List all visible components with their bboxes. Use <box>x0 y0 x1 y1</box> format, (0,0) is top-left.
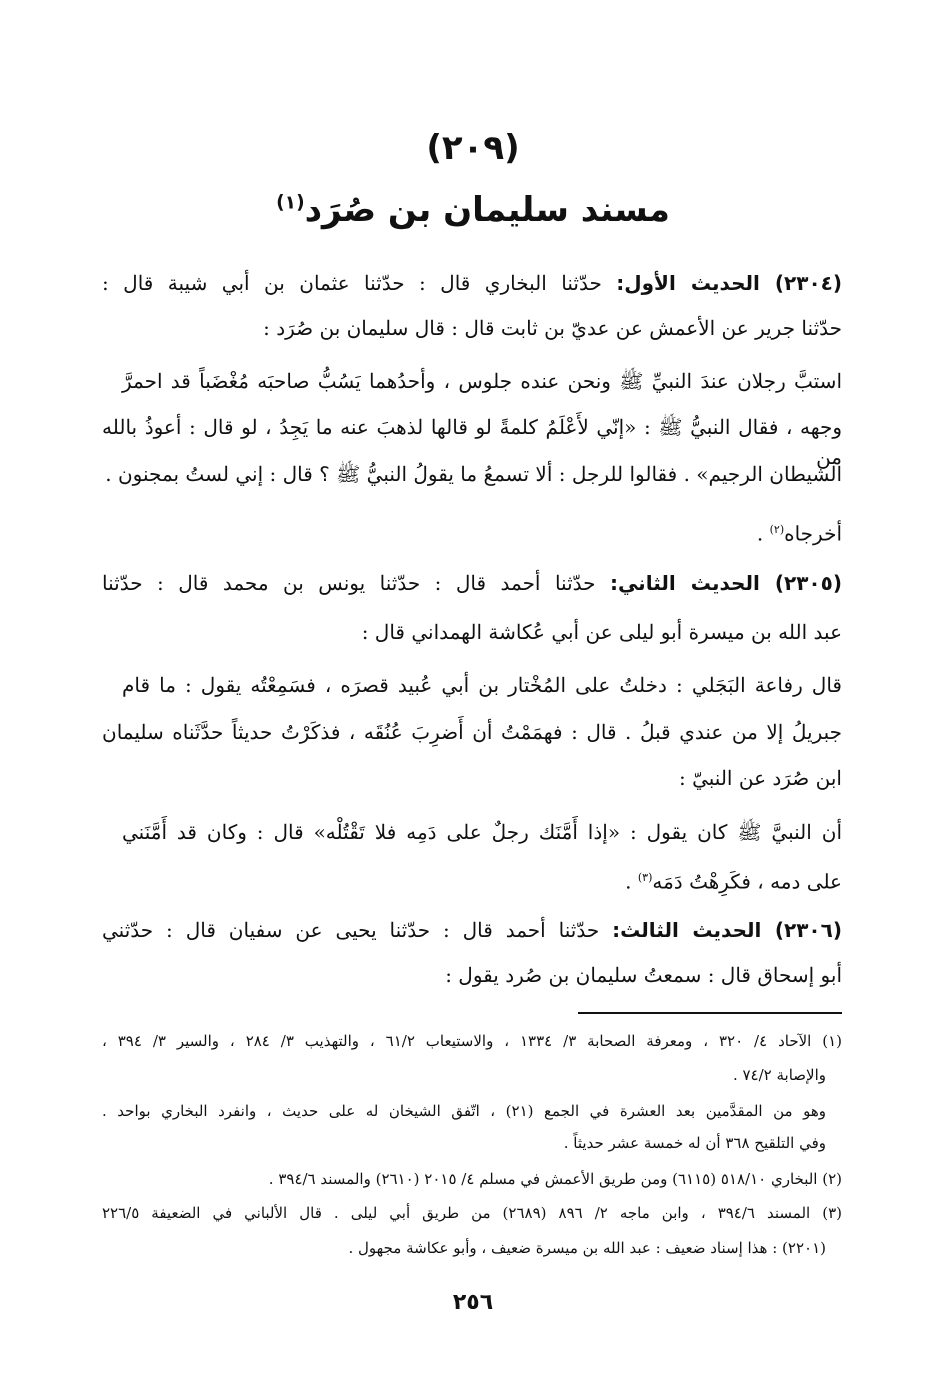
footnote-3-line-1: (٣) المسند ٣٩٤/٦ ، وابن ماجه ٢/ ٨٩٦ (٢٦٨٩) من طريق أبي ليلى . قال الألباني في الضعيفة ٢٢٦/٥ <box>102 1204 842 1222</box>
hadith-3-isnad-line-2: أبو إسحاق قال : سمعتُ سليمان بن صُرد يقول : <box>445 963 842 987</box>
footnote-1-line-1: (١) الآحاد ٤/ ٣٢٠ ، ومعرفة الصحابة ٣/ ١٣٣٤ ، والاستيعاب ٦١/٢ ، والتهذيب ٣/ ٢٨٤ ، والسير ٣/ ٣٩٤ ، <box>102 1032 842 1050</box>
footnote-divider <box>578 1012 842 1014</box>
hadith-2-label: (٢٣٠٥) الحديث الثاني: <box>609 571 842 595</box>
hadith-2-isnad-text-1: حدّثنا أحمد قال : حدّثنا يونس بن محمد قال : حدّثنا <box>102 571 610 595</box>
hadith-1-label: (٢٣٠٤) الحديث الأول: <box>616 271 843 295</box>
matn-line-5-end: . <box>625 869 638 894</box>
footnote-ref-2: (٢) <box>769 523 785 536</box>
takhrij-text: أخرجاه <box>784 521 842 546</box>
hadith-1-matn-line-1: استبَّ رجلان عندَ النبيِّ ﷺ ونحن عنده جلوس ، وأحدُهما يَسُبُّ صاحبَه مُغْضَباً قد احمرَّ <box>122 369 842 393</box>
footnote-1-line-3: وهو من المقدَّمين بعد العشرة في الجمع (٢١) ، اتّفق الشيخان له على حديث ، وانفرد البخاري بواحد . <box>102 1102 826 1120</box>
footnote-1-line-2: والإصابة ٧٤/٢ . <box>732 1066 826 1084</box>
chapter-title <box>0 190 946 230</box>
chapter-title-footnote-ref: (١) <box>276 192 305 214</box>
hadith-2-matn-line-1: قال رفاعة البَجَلي : دخلتُ على المُخْتار بن أبي عُبيد قصرَه ، فسَمِعْتُه يقول : ما قام <box>122 673 842 697</box>
hadith-1-takhrij <box>102 515 842 549</box>
hadith-3-label: (٢٣٠٦) الحديث الثالث: <box>612 918 842 942</box>
page-number: ٢٥٦ <box>452 1290 494 1315</box>
footnote-3-line-2: (٢٢٠١) : هذا إسناد ضعيف : عبد الله بن ميسرة ضعيف ، وأبو عكاشة مجهول . <box>348 1239 826 1257</box>
hadith-2-isnad-line-1 <box>102 568 842 598</box>
hadith-3-isnad-line-1 <box>102 915 842 945</box>
hadith-2-matn-line-3: ابن صُرَد عن النبيّ : <box>679 766 842 790</box>
footnote-2-line-1: (٢) البخاري ٥١٨/١٠ (٦١١٥) ومن طريق الأعمش في مسلم ٤/ ٢٠١٥ (٢٦١٠) والمسند ٣٩٤/٦ . <box>268 1170 842 1188</box>
hadith-1-matn-line-3: الشيطان الرجيم» . فقالوا للرجل : ألا تسمعُ ما يقولُ النبيُّ ﷺ ؟ قال : إني لستُ بمجنون . <box>105 462 842 486</box>
chapter-title-text: مسند سليمان بن صُرَد <box>304 190 670 230</box>
hadith-2-isnad-line-2: عبد الله بن ميسرة أبو ليلى عن أبي عُكاشة الهمداني قال : <box>361 620 842 644</box>
footnote-ref-3: (٣) <box>637 871 653 884</box>
hadith-2-matn-line-2: جبريلُ إلا من عندي قبلُ . قال : فهمَمْتُ أن أَضرِبَ عُنُقَه ، فذكَرْتُ حديثاً حدَّثَناه سليمان <box>102 720 842 744</box>
footnote-1-line-4: وفي التلقيح ٣٦٨ أن له خمسة عشر حديثاً . <box>563 1134 826 1152</box>
hadith-3-isnad-text-1: حدّثنا أحمد قال : حدّثنا يحيى عن سفيان قال : حدّثني <box>102 918 613 942</box>
hadith-1-isnad-text-1: حدّثنا البخاري قال : حدّثنا عثمان بن أبي شيبة قال : <box>102 271 602 295</box>
takhrij-end: . <box>756 521 770 546</box>
hadith-2-matn-line-4: أن النبيَّ ﷺ كان يقول : «إذا أَمَّنَك رجلٌ على دَمِه فلا تَقْتُلْه» قال : وكان قد أَمَّنَني <box>122 820 842 844</box>
hadith-1-isnad-line-1 <box>102 268 842 298</box>
hadith-2-matn-line-5 <box>102 863 842 897</box>
matn-line-5-text: على دمه ، فكَرِهْتُ دَمَه <box>652 869 842 894</box>
hadith-1-matn-line-2: وجهه ، فقال النبيُّ ﷺ : «إنّي لأَعْلَمُ كلمةً لو قالها لذهبَ عنه ما يَجِدُ ، لو قال : أعوذُ بالله من <box>102 415 842 469</box>
hadith-1-isnad-line-2: حدّثنا جرير عن الأعمش عن عديّ بن ثابت قال : قال سليمان بن صُرَد : <box>263 316 842 340</box>
chapter-number: (٢٠٩) <box>426 128 520 168</box>
